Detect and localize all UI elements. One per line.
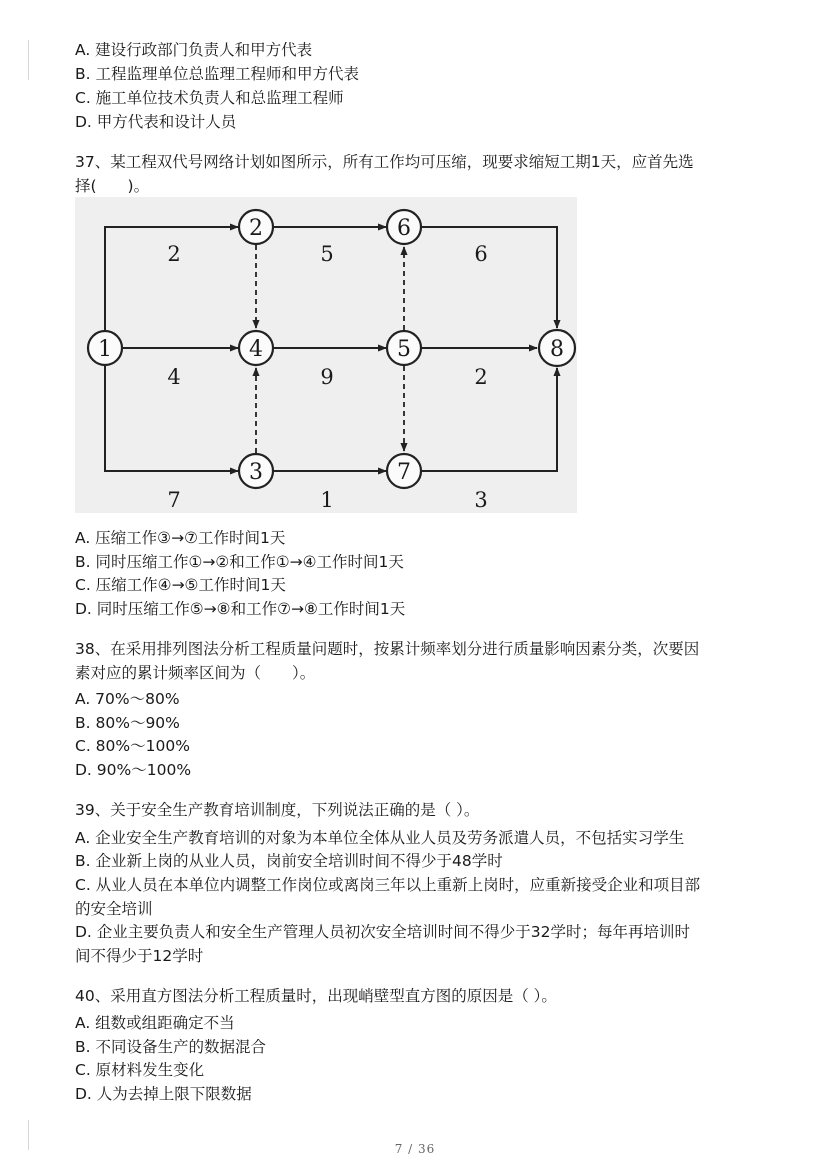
q38-stem-line2: 素对应的累计频率区间为（ ）。 xyxy=(75,664,316,682)
node-6 xyxy=(387,210,421,244)
q38-stem-line1: 38、在采用排列图法分析工程质量问题时，按累计频率划分进行质量影响因素分类，次要因 xyxy=(75,640,700,658)
q40-option-d: D. 人为去掉上限下限数据 xyxy=(75,1085,252,1103)
node-4 xyxy=(239,331,273,365)
duration-1-2: 2 xyxy=(167,242,181,266)
node-7 xyxy=(387,454,421,488)
page-edge xyxy=(28,40,29,80)
node-8-label: 8 xyxy=(550,337,564,362)
q37-stem-line2: 择( )。 xyxy=(75,177,150,195)
network-diagram-svg xyxy=(75,197,577,513)
node-6-label: 6 xyxy=(397,216,411,241)
q37-option-b: B. 同时压缩工作①→②和工作①→④工作时间1天 xyxy=(75,553,404,571)
node-2 xyxy=(239,210,273,244)
page-indicator: 7 / 36 xyxy=(394,1142,436,1156)
q39-option-d-line2: 间不得少于12学时 xyxy=(75,947,204,965)
q36-option-b: B. 工程监理单位总监理工程师和甲方代表 xyxy=(75,65,359,83)
duration-2-6: 5 xyxy=(320,242,334,266)
q39-option-c-line1: C. 从业人员在本单位内调整工作岗位或离岗三年以上重新上岗时，应重新接受企业和项目部 xyxy=(75,876,701,894)
node-1 xyxy=(88,331,122,365)
q38-option-d: D. 90%～100% xyxy=(75,761,192,779)
q36-option-a: A. 建设行政部门负责人和甲方代表 xyxy=(75,41,313,59)
q40-option-a: A. 组数或组距确定不当 xyxy=(75,1014,235,1032)
q37-option-a: A. 压缩工作③→⑦工作时间1天 xyxy=(75,529,286,547)
duration-5-8: 2 xyxy=(474,365,488,389)
duration-3-7: 1 xyxy=(320,488,334,512)
duration-1-3: 7 xyxy=(167,488,181,512)
node-1-label: 1 xyxy=(98,337,112,362)
q37-option-c: C. 压缩工作④→⑤工作时间1天 xyxy=(75,576,286,594)
duration-6-8: 6 xyxy=(474,242,488,266)
duration-7-8: 3 xyxy=(474,488,488,512)
q39-option-b: B. 企业新上岗的从业人员，岗前安全培训时间不得少于48学时 xyxy=(75,852,503,870)
q37-option-d: D. 同时压缩工作⑤→⑧和工作⑦→⑧工作时间1天 xyxy=(75,600,406,618)
network-diagram xyxy=(75,197,577,513)
q40-option-c: C. 原材料发生变化 xyxy=(75,1061,205,1079)
q37-stem-line1: 37、某工程双代号网络计划如图所示，所有工作均可压缩，现要求缩短工期1天，应首先选 xyxy=(75,153,694,171)
node-3 xyxy=(239,454,273,488)
q39-stem: 39、关于安全生产教育培训制度，下列说法正确的是（ ）。 xyxy=(75,801,480,819)
q36-option-c: C. 施工单位技术负责人和总监理工程师 xyxy=(75,89,344,107)
arrow-6-8 xyxy=(422,227,557,328)
q40-option-b: B. 不同设备生产的数据混合 xyxy=(75,1038,266,1056)
q38-option-b: B. 80%～90% xyxy=(75,714,180,732)
q36-option-d: D. 甲方代表和设计人员 xyxy=(75,113,237,131)
arrow-7-8 xyxy=(422,368,557,471)
node-2-label: 2 xyxy=(249,216,263,241)
q38-option-c: C. 80%～100% xyxy=(75,737,190,755)
q38-option-a: A. 70%～80% xyxy=(75,690,180,708)
node-7-label: 7 xyxy=(397,460,411,485)
node-8 xyxy=(539,330,575,366)
duration-1-4: 4 xyxy=(167,365,181,389)
node-3-label: 3 xyxy=(249,460,263,485)
q40-stem: 40、采用直方图法分析工程质量时，出现峭壁型直方图的原因是（ ）。 xyxy=(75,987,557,1005)
q39-option-a: A. 企业安全生产教育培训的对象为本单位全体从业人员及劳务派遣人员，不包括实习学生 xyxy=(75,829,685,847)
node-5 xyxy=(387,331,421,365)
node-4-label: 4 xyxy=(249,337,263,362)
duration-4-5: 9 xyxy=(320,365,334,389)
node-5-label: 5 xyxy=(397,337,411,362)
q39-option-d-line1: D. 企业主要负责人和安全生产管理人员初次安全培训时间不得少于32学时；每年再培训时 xyxy=(75,923,691,941)
q39-option-c-line2: 的安全培训 xyxy=(75,900,153,918)
